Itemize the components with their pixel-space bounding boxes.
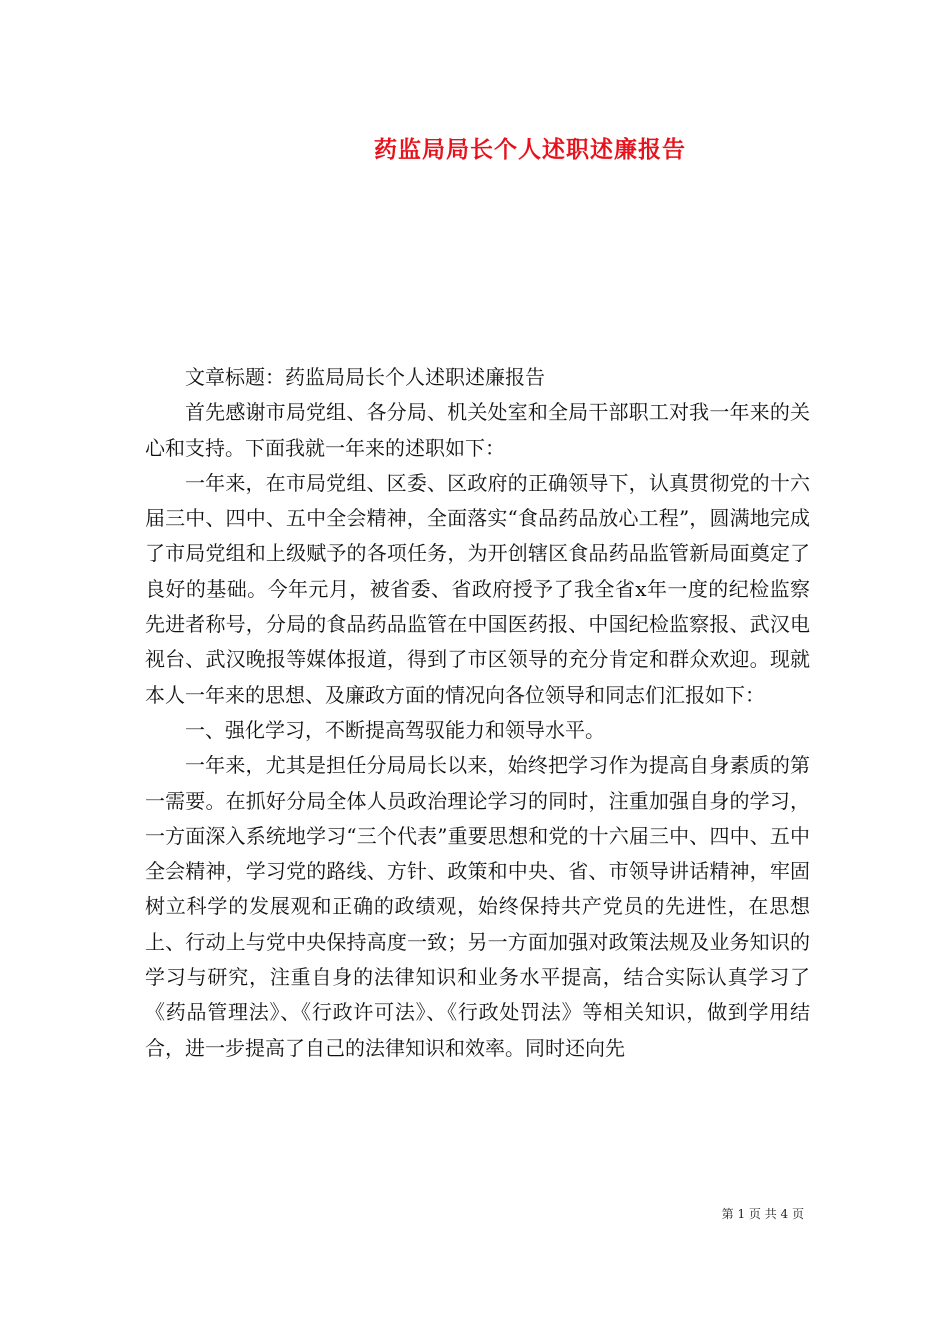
paragraph-article-title: 文章标题：药监局局长个人述职述廉报告 — [185, 365, 545, 389]
paragraph-summary: 一年来，在市局党组、区委、区政府的正确领导下，认真贯彻党的十六届三中、四中、五中全会精神，全面落实“食品药品放心工程”，圆满地完成了市局党组和上级赋予的各项任务，为开创辖区食品药品监管新局面奠定了良好的基础。今年元月，被省委、省政府授予了我全省x年一度的纪检监察先进者称号，分局的食品药品监管在中国医药报、中国纪检监察报、武汉电视台、武汉晚报等媒体报道，得到了市区领导的充分肯定和群众欢迎。现就本人一年来的思想、及廉政方面的情况向各位领导和同志们汇报如下： — [145, 470, 810, 707]
page-number: 第 1 页 共 4 页 — [721, 1207, 804, 1221]
document-body — [145, 360, 810, 1066]
paragraph-opening: 首先感谢市局党组、各分局、机关处室和全局干部职工对我一年来的关心和支持。下面我就一年来的述职如下： — [145, 400, 810, 460]
paragraph-study: 一年来，尤其是担任分局局长以来，始终把学习作为提高自身素质的第一需要。在抓好分局全体人员政治理论学习的同时，注重加强自身的学习，一方面深入系统地学习“三个代表”重要思想和党的十六届三中、四中、五中全会精神，学习党的路线、方针、政策和中央、省、市领导讲话精神，牢固树立科学的发展观和正确的政绩观，始终保持共产党员的先进性，在思想上、行动上与党中央保持高度一致；另一方面加强对政策法规及业务知识的学习与研究，注重自身的法律知识和业务水平提高，结合实际认真学习了《药品管理法》、《行政许可法》、《行政处罚法》等相关知识，做到学用结合，进一步提高了自己的法律知识和效率。同时还向先 — [145, 753, 810, 1060]
section-heading-1: 一、强化学习，不断提高驾驭能力和领导水平。 — [185, 717, 605, 742]
document-title: 药监局局长个人述职述廉报告 — [374, 136, 686, 163]
